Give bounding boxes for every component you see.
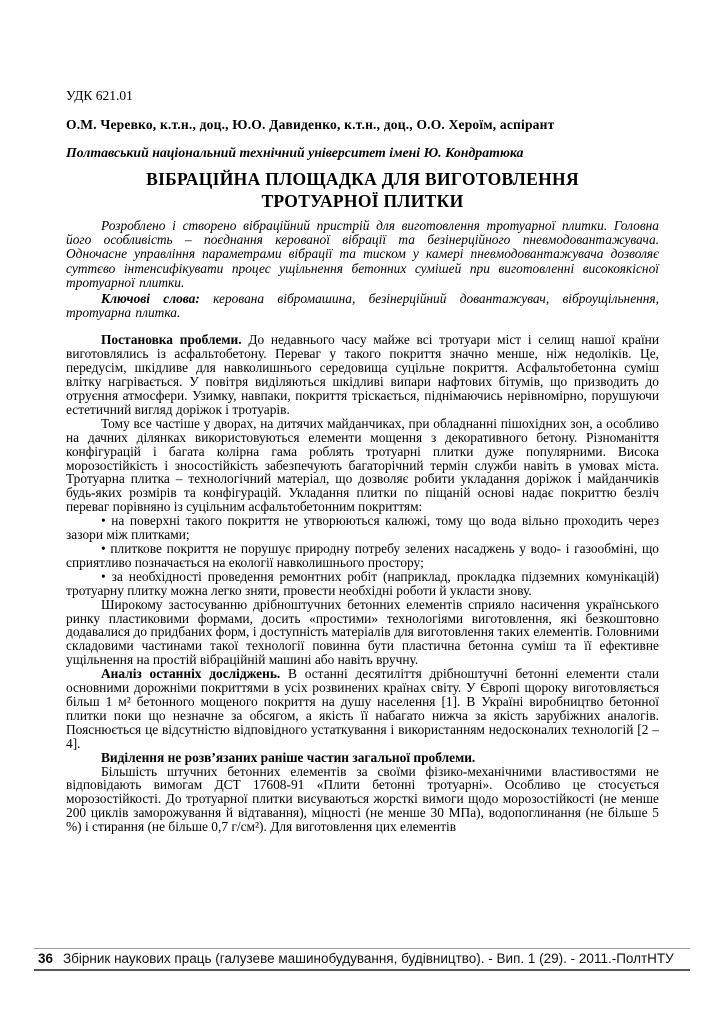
udc-code: УДК 621.01	[66, 88, 133, 103]
paragraph: Тому все частіше у дворах, на дитячих майданчиках, при обладнанні пішохідних зон, а особливо на дачних ділянках використовуються елементи мощення з декоративного бетону. Різноманіття конфігурацій і багата колірна гама роблять тротуарні плитки дуже популярними. Висока морозостійкість і зносостійкість забезпечують багаторічний термін служби навіть в умовах міста. Тротуарна плитка – технологічний матеріал, що дозволяє робити укладання доріжок і майданчиків будь-яких розмірів та конфігурацій. Укладання плитки по піщаній основі надає покриттю безліч переваг порівняно із суцільним асфальтобетонним покриттям:	[66, 415, 659, 515]
page-number: 36	[38, 951, 54, 966]
paragraph-analysis: Аналіз останніх досліджень. В останні десятиліття дрібноштучні бетонні елементи стали основними дорожніми покриттями в усіх розвинених країнах світу. У Європі щороку виготовляється більш 1 м² бетонного мощеного покриття на душу населення [1]. В Україні виробництво бетонної плитки поки що незначне за обсягом, а якість її набагато нижча за якість зарубіжних аналогів. Пояснюється це відсутністю відповідного устаткування і використанням недосконалих технологій [2 – 4].	[66, 666, 659, 751]
section-lead: Виділення не розв’язаних раніше частин загальної проблеми.	[101, 749, 476, 765]
article-title-line-2: ТРОТУАРНОЇ ПЛИТКИ	[261, 191, 464, 211]
institution-line: Полтавський національний технічний університет імені Ю. Кондратюка	[66, 145, 524, 160]
section-lead: Постановка проблеми.	[101, 332, 249, 348]
keywords-line	[66, 292, 659, 320]
bullet-item: • на поверхні такого покриття не утворюються калюжі, тому що вода вільно проходить через зазори між плитками;	[66, 513, 659, 543]
bullet-item: • плиткове покриття не порушує природну потребу зелених насаджень у водо- і газообміні, що сприятливо позначається на екології навколишнього простору;	[66, 541, 659, 570]
keywords-text: керована вібромашина, безінерційний довантажувач, віброущільнення, тротуарна плитка.	[66, 291, 659, 321]
bullet-item: • за необхідності проведення ремонтних робіт (наприклад, прокладка підземних комунікацій) тротуарну плитку можна легко зняти, провести необхідні роботи й укласти знову.	[66, 568, 659, 598]
footer-journal-title: Збірник наукових праць (галузеве машинобудування, будівництво). - Вип. 1 (29). - 2011.-ПолтНТУ	[63, 951, 674, 966]
paragraph-problem-statement: Постановка проблеми. До недавнього часу майже всі тротуари міст і селищ нашої країни виготовлялись із асфальтобетону. Переваг у такого покриття значно менше, ніж недоліків. Це, передусім, шкідливе для навколишнього середовища суцільне покриття. Асфальтобетонна суміш влітку нагрівається. У повітря виділяються шкідливі випари нафтових бітумів, що призводить до отруєння атмосфери. Узимку, навпаки, покриття тріскається, піднімаючись нерівномірно, порушуючи естетичний вигляд доріжок і тротуарів.	[66, 332, 659, 417]
paragraph: Широкому застосуванню дрібноштучних бетонних елементів сприяло насичення українського ринку пластиковими формами, досить «простими» технологіями виготовлення, які безкоштовно додавалися до придбаних форм, і доступність матеріалів для виготовлення таких елементів. Головними складовими частинами такої технології повинна бути пластична бетонна суміш та її ефективне ущільнення на простій вібраційній машині або навіть вручну.	[66, 596, 659, 668]
abstract-text: Розроблено і створено вібраційний пристрій для виготовлення тротуарної плитки. Головна його особливість – поєднання керованої вібрації та безінерційного пневмодовантажувача. Одночасне управління параметрами вібрації та тиском у камері пневмодовантажувача дозволяє суттєво інтенсифікувати процес ущільнення бетонних сумішей при виготовленні високоякісної тротуарної плитки.	[66, 218, 659, 290]
keywords-label: Ключові слова:	[101, 291, 214, 307]
article-title	[66, 168, 659, 212]
page-footer	[34, 948, 690, 971]
section-heading	[66, 751, 659, 765]
paragraph: Більшість штучних бетонних елементів за своїми фізико-механічними властивостями не відповідають вимогам ДСТ 17608-91 «Плити бетонні тротуарні». Особливо це стосується морозостійкості. До тротуарної плитки висуваються жорсткі вимоги щодо морозостійкості (не менше 200 циклів заморожування й відтавання), міцності (не менше 30 МПа), водопоглинання (не більше 5 %) і стирання (не більше 0,7 г/см²). Для виготовлення цих елементів	[66, 763, 659, 835]
article-content	[66, 88, 659, 834]
article-body	[66, 333, 659, 834]
section-lead: Аналіз останніх досліджень.	[101, 666, 289, 682]
authors-line: О.М. Черевко, к.т.н., доц., Ю.О. Давиденко, к.т.н., доц., О.О. Хероїм, аспірант	[66, 117, 555, 132]
article-title-line-1: ВІБРАЦІЙНА ПЛОЩАДКА ДЛЯ ВИГОТОВЛЕННЯ	[146, 169, 579, 189]
